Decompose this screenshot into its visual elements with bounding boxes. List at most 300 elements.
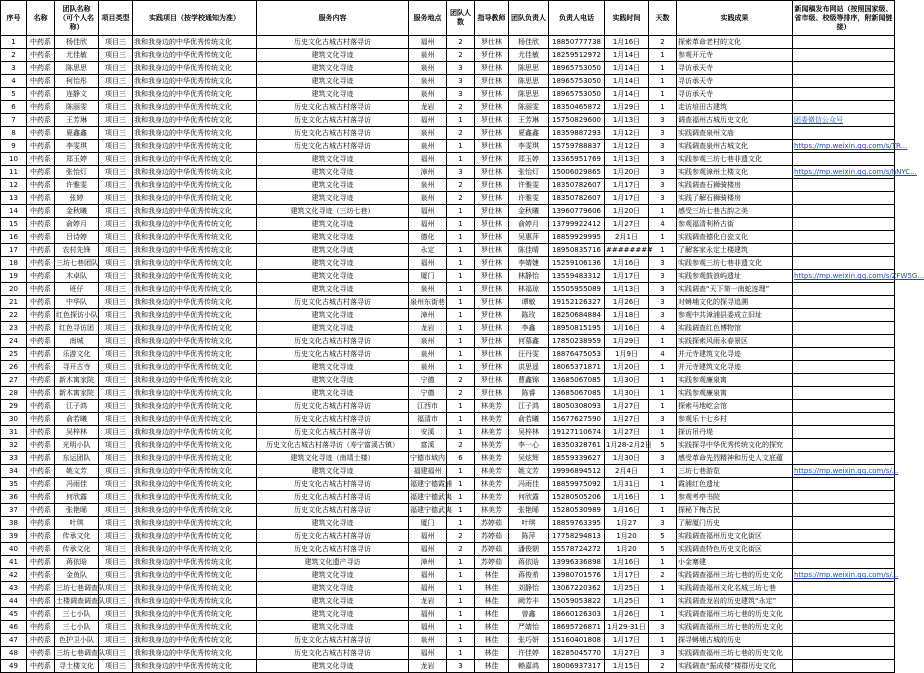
- table-cell[interactable]: 8: [1, 127, 27, 140]
- table-cell[interactable]: 中药系: [27, 387, 55, 400]
- table-cell[interactable]: 探索马地屹会馆: [677, 400, 793, 413]
- table-cell[interactable]: 俞婷月: [509, 218, 549, 231]
- table-cell[interactable]: 罗仕林: [475, 322, 509, 335]
- table-cell[interactable]: 1月16日: [605, 322, 649, 335]
- table-cell[interactable]: 18350328761: [549, 439, 605, 452]
- table-cell[interactable]: 历史文化古城古村落寻访: [257, 101, 409, 114]
- table-cell[interactable]: 44: [1, 595, 27, 608]
- table-cell[interactable]: 乐游文化: [55, 348, 99, 361]
- table-cell[interactable]: 何欣露: [55, 491, 99, 504]
- table-cell[interactable]: 实践调查福州历史文化街区: [677, 530, 793, 543]
- table-cell[interactable]: 福州: [409, 569, 447, 582]
- table-cell[interactable]: 18660126303: [549, 608, 605, 621]
- table-cell[interactable]: 1: [447, 608, 475, 621]
- table-cell[interactable]: 1月29日: [605, 335, 649, 348]
- table-cell[interactable]: 吴梓林: [509, 426, 549, 439]
- table-cell[interactable]: 3: [1, 62, 27, 75]
- table-cell[interactable]: 18250684884: [549, 309, 605, 322]
- table-cell[interactable]: 13365951769: [549, 153, 605, 166]
- table-cell[interactable]: 40: [1, 543, 27, 556]
- table-cell[interactable]: 我和我身边的中华优秀传统文化: [133, 465, 257, 478]
- table-cell[interactable]: https://mp.weixin.qq.com/s/...: [793, 465, 895, 478]
- table-cell[interactable]: 1: [649, 101, 677, 114]
- table-cell[interactable]: 木卓队: [55, 270, 99, 283]
- table-cell[interactable]: 5: [649, 439, 677, 452]
- table-cell[interactable]: 建筑文化寻迹: [257, 517, 409, 530]
- table-cell[interactable]: 罗仕林: [475, 101, 509, 114]
- table-cell[interactable]: 团委微信公众号: [793, 114, 895, 127]
- table-cell[interactable]: 红色探访小队: [55, 309, 99, 322]
- table-cell[interactable]: 13685067085: [549, 374, 605, 387]
- table-cell[interactable]: 3: [447, 62, 475, 75]
- table-cell[interactable]: 寻访承天寺: [677, 88, 793, 101]
- table-cell[interactable]: 中药系: [27, 36, 55, 49]
- table-cell[interactable]: 林美芳: [475, 400, 509, 413]
- table-cell[interactable]: 建筑文化寻迹: [257, 49, 409, 62]
- table-cell[interactable]: 泉州: [409, 62, 447, 75]
- table-cell[interactable]: 福州: [409, 114, 447, 127]
- table-cell[interactable]: 1: [447, 348, 475, 361]
- table-cell[interactable]: 班仔: [55, 283, 99, 296]
- table-cell[interactable]: 1: [447, 491, 475, 504]
- table-cell[interactable]: 19: [1, 270, 27, 283]
- column-header[interactable]: 新闻稿发布网站（按照国家级、省市级、校级等排序，附新闻链接）: [793, 1, 895, 36]
- table-cell[interactable]: 中药系: [27, 595, 55, 608]
- table-cell[interactable]: 感受革命先烈精神和历史人文底蕴: [677, 452, 793, 465]
- table-cell[interactable]: 24: [1, 335, 27, 348]
- table-cell[interactable]: 我和我身边的中华优秀传统文化: [133, 296, 257, 309]
- table-cell[interactable]: 45: [1, 608, 27, 621]
- table-cell[interactable]: 建筑文化寻迹: [257, 75, 409, 88]
- table-cell[interactable]: 建筑文化寻迹（三坊七巷）: [257, 205, 409, 218]
- column-header[interactable]: 实践成果: [677, 1, 793, 36]
- table-cell[interactable]: 何慕鑫: [509, 335, 549, 348]
- table-cell[interactable]: 17758294813: [549, 530, 605, 543]
- table-cell[interactable]: https://mp.weixin.qq.com/s/ZFW5G...: [793, 270, 895, 283]
- table-cell[interactable]: 1月27日: [605, 647, 649, 660]
- table-cell[interactable]: 实践参观漳州土楼文化: [677, 166, 793, 179]
- table-cell[interactable]: 寻访承天寺: [677, 75, 793, 88]
- table-cell[interactable]: 3: [649, 114, 677, 127]
- table-cell[interactable]: 13996336898: [549, 556, 605, 569]
- table-cell[interactable]: 1: [447, 478, 475, 491]
- table-cell[interactable]: 1月30日: [605, 452, 649, 465]
- table-cell[interactable]: 苏婷茹: [475, 517, 509, 530]
- table-cell[interactable]: 中药系: [27, 192, 55, 205]
- table-cell[interactable]: 3: [649, 517, 677, 530]
- table-cell[interactable]: 龙岩: [409, 595, 447, 608]
- table-cell[interactable]: 色护卫小队: [55, 634, 99, 647]
- table-cell[interactable]: 历史文化古城古村落寻访: [257, 504, 409, 517]
- table-cell[interactable]: 我和我身边的中华优秀传统文化: [133, 452, 257, 465]
- table-cell[interactable]: 实践调查泉州古城文化: [677, 140, 793, 153]
- table-cell[interactable]: 1: [649, 49, 677, 62]
- table-cell[interactable]: 三坊七巷调查队: [55, 647, 99, 660]
- table-cell[interactable]: 历史文化古城古村落寻访: [257, 140, 409, 153]
- table-cell[interactable]: 5: [649, 543, 677, 556]
- table-cell[interactable]: 46: [1, 621, 27, 634]
- table-cell[interactable]: 福建宁德武夷: [409, 504, 447, 517]
- table-cell[interactable]: [793, 62, 895, 75]
- column-header[interactable]: 团队人数: [447, 1, 475, 36]
- table-cell[interactable]: 夏鑫鑫: [509, 127, 549, 140]
- table-cell[interactable]: 金秋曦: [55, 205, 99, 218]
- table-cell[interactable]: 我和我身边的中华优秀传统文化: [133, 283, 257, 296]
- table-cell[interactable]: 1: [447, 335, 475, 348]
- column-header[interactable]: 实践时间: [605, 1, 649, 36]
- table-cell[interactable]: 2: [447, 374, 475, 387]
- table-cell[interactable]: 我和我身边的中华优秀传统文化: [133, 218, 257, 231]
- table-cell[interactable]: 福建宁德霞浦: [409, 478, 447, 491]
- table-cell[interactable]: 参观考亭书院: [677, 491, 793, 504]
- table-cell[interactable]: 三七小队: [55, 621, 99, 634]
- table-cell[interactable]: 项目三: [99, 88, 133, 101]
- table-cell[interactable]: 中药系: [27, 296, 55, 309]
- table-cell[interactable]: 林静怡: [509, 270, 549, 283]
- table-cell[interactable]: 吴炫辉: [509, 452, 549, 465]
- table-cell[interactable]: 我和我身边的中华优秀传统文化: [133, 88, 257, 101]
- table-cell[interactable]: 项目三: [99, 244, 133, 257]
- table-cell[interactable]: 寻土楼文化: [55, 660, 99, 673]
- table-cell[interactable]: 中药系: [27, 101, 55, 114]
- table-cell[interactable]: 叶琪: [55, 517, 99, 530]
- table-cell[interactable]: 中药系: [27, 608, 55, 621]
- table-cell[interactable]: 1月20日: [605, 205, 649, 218]
- table-cell[interactable]: 我和我身边的中华优秀传统文化: [133, 101, 257, 114]
- table-cell[interactable]: 陈思思: [509, 88, 549, 101]
- table-cell[interactable]: 18350782607: [549, 179, 605, 192]
- table-cell[interactable]: 项目三: [99, 335, 133, 348]
- table-cell[interactable]: 中药系: [27, 478, 55, 491]
- table-cell[interactable]: 我和我身边的中华优秀传统文化: [133, 114, 257, 127]
- table-cell[interactable]: 张艳晞: [509, 504, 549, 517]
- table-cell[interactable]: 实践调查泉州文庙: [677, 127, 793, 140]
- table-cell[interactable]: 13067220362: [549, 582, 605, 595]
- table-cell[interactable]: 林美芳: [475, 478, 509, 491]
- table-cell[interactable]: 1: [649, 374, 677, 387]
- table-cell[interactable]: 泉州: [409, 140, 447, 153]
- table-cell[interactable]: 小金寨建: [677, 556, 793, 569]
- table-cell[interactable]: 罗仕林: [475, 296, 509, 309]
- table-cell[interactable]: 福建宁德武夷: [409, 491, 447, 504]
- table-cell[interactable]: [793, 400, 895, 413]
- table-cell[interactable]: 宁德: [409, 374, 447, 387]
- table-cell[interactable]: 18559339627: [549, 452, 605, 465]
- table-cell[interactable]: 建筑文化寻迹: [257, 166, 409, 179]
- table-cell[interactable]: 我和我身边的中华优秀传统文化: [133, 192, 257, 205]
- table-cell[interactable]: 我和我身边的中华优秀传统文化: [133, 244, 257, 257]
- table-cell[interactable]: 15505955089: [549, 283, 605, 296]
- table-cell[interactable]: 建筑文化寻迹: [257, 465, 409, 478]
- table-cell[interactable]: 我和我身边的中华优秀传统文化: [133, 75, 257, 88]
- table-cell[interactable]: 霞浦红色遗址: [677, 478, 793, 491]
- table-cell[interactable]: 15259106136: [549, 257, 605, 270]
- table-cell[interactable]: 我和我身边的中华优秀传统文化: [133, 517, 257, 530]
- table-cell[interactable]: 49: [1, 660, 27, 673]
- table-cell[interactable]: 中药系: [27, 114, 55, 127]
- table-cell[interactable]: 了解厦门历史: [677, 517, 793, 530]
- table-cell[interactable]: 34: [1, 465, 27, 478]
- table-cell[interactable]: 吴梓林: [55, 426, 99, 439]
- table-cell[interactable]: 历史文化古城古村落寻访: [257, 335, 409, 348]
- table-cell[interactable]: 漳州: [409, 309, 447, 322]
- table-cell[interactable]: 吴惠萍: [509, 231, 549, 244]
- table-cell[interactable]: 李一心: [509, 439, 549, 452]
- table-cell[interactable]: 项目三: [99, 569, 133, 582]
- table-cell[interactable]: 3: [649, 647, 677, 660]
- table-cell[interactable]: 1月13日: [605, 114, 649, 127]
- table-cell[interactable]: 3: [649, 296, 677, 309]
- table-cell[interactable]: 2: [447, 101, 475, 114]
- table-cell[interactable]: 张怡灯: [55, 166, 99, 179]
- table-cell[interactable]: 罗仕林: [475, 36, 509, 49]
- table-cell[interactable]: 18695726871: [549, 621, 605, 634]
- table-cell[interactable]: 建筑文化寻迹: [257, 244, 409, 257]
- table-cell[interactable]: 1: [1, 36, 27, 49]
- table-cell[interactable]: 参观乐十七乡村: [677, 413, 793, 426]
- table-cell[interactable]: 37: [1, 504, 27, 517]
- table-cell[interactable]: 我和我身边的中华优秀传统文化: [133, 49, 257, 62]
- table-cell[interactable]: 林美芳: [475, 491, 509, 504]
- table-cell[interactable]: [793, 517, 895, 530]
- table-cell[interactable]: 我和我身边的中华优秀传统文化: [133, 309, 257, 322]
- table-cell[interactable]: 中药系: [27, 244, 55, 257]
- table-cell[interactable]: 1月16日: [605, 36, 649, 49]
- table-cell[interactable]: 泉州: [409, 348, 447, 361]
- table-cell[interactable]: 1: [447, 257, 475, 270]
- table-cell[interactable]: 中药系: [27, 153, 55, 166]
- table-cell[interactable]: 赖嘉鸿: [509, 660, 549, 673]
- table-cell[interactable]: 18285045770: [549, 647, 605, 660]
- table-cell[interactable]: [793, 231, 895, 244]
- table-cell[interactable]: 2: [649, 660, 677, 673]
- table-cell[interactable]: 1: [447, 322, 475, 335]
- table-cell[interactable]: 29: [1, 400, 27, 413]
- table-cell[interactable]: 35: [1, 478, 27, 491]
- table-cell[interactable]: 1: [649, 491, 677, 504]
- table-cell[interactable]: 漳州: [409, 556, 447, 569]
- table-cell[interactable]: 23: [1, 322, 27, 335]
- table-cell[interactable]: 1月29日: [605, 101, 649, 114]
- table-cell[interactable]: 13: [1, 192, 27, 205]
- table-cell[interactable]: 18350465872: [549, 101, 605, 114]
- table-cell[interactable]: 张艳晞: [55, 504, 99, 517]
- table-cell[interactable]: 传承文化: [55, 543, 99, 556]
- table-cell[interactable]: 江子鸿: [55, 400, 99, 413]
- table-cell[interactable]: 中药系: [27, 491, 55, 504]
- table-cell[interactable]: 项目三: [99, 582, 133, 595]
- table-cell[interactable]: 罗仕林: [475, 192, 509, 205]
- table-cell[interactable]: 江西市: [409, 400, 447, 413]
- table-cell[interactable]: 1: [447, 361, 475, 374]
- table-cell[interactable]: [793, 647, 895, 660]
- table-cell[interactable]: 新木寓家院: [55, 374, 99, 387]
- table-cell[interactable]: 项目三: [99, 517, 133, 530]
- table-cell[interactable]: 48: [1, 647, 27, 660]
- table-cell[interactable]: 36: [1, 491, 27, 504]
- table-cell[interactable]: 冯雨佳: [509, 478, 549, 491]
- table-cell[interactable]: 探秘下梅古民: [677, 504, 793, 517]
- table-cell[interactable]: 三坊七巷调查队: [55, 582, 99, 595]
- table-cell[interactable]: 泉州东街巷: [409, 296, 447, 309]
- table-cell[interactable]: 福州: [409, 257, 447, 270]
- table-cell[interactable]: 项目三: [99, 478, 133, 491]
- table-cell[interactable]: 项目三: [99, 75, 133, 88]
- table-cell[interactable]: 红色寻访团: [55, 322, 99, 335]
- table-cell[interactable]: 对蟳埔文化的探寻追溯: [677, 296, 793, 309]
- table-cell[interactable]: 实践调查福州文化名城三坊七巷: [677, 582, 793, 595]
- table-cell[interactable]: 探访吊丹堤: [677, 426, 793, 439]
- table-cell[interactable]: 18965753050: [549, 62, 605, 75]
- table-cell[interactable]: 泉州: [409, 88, 447, 101]
- table-cell[interactable]: 罗仕林: [475, 361, 509, 374]
- table-cell[interactable]: 安溪: [409, 426, 447, 439]
- table-cell[interactable]: 项目三: [99, 309, 133, 322]
- column-header[interactable]: 指导教师: [475, 1, 509, 36]
- table-cell[interactable]: 柯怡彤: [55, 75, 99, 88]
- table-cell[interactable]: 2月4日: [605, 465, 649, 478]
- table-cell[interactable]: 我和我身边的中华优秀传统文化: [133, 595, 257, 608]
- table-cell[interactable]: 4: [649, 348, 677, 361]
- table-cell[interactable]: 中药系: [27, 270, 55, 283]
- table-cell[interactable]: 项目三: [99, 530, 133, 543]
- table-cell[interactable]: 1月17日: [605, 179, 649, 192]
- table-cell[interactable]: 龙岩: [409, 660, 447, 673]
- table-cell[interactable]: 我和我身边的中华优秀传统文化: [133, 569, 257, 582]
- table-cell[interactable]: 历史文化古城古村落寻访: [257, 634, 409, 647]
- table-cell[interactable]: 李鑫: [509, 322, 549, 335]
- table-cell[interactable]: [793, 413, 895, 426]
- table-cell[interactable]: 罗仕林: [475, 335, 509, 348]
- table-cell[interactable]: 龙岩: [409, 101, 447, 114]
- table-cell[interactable]: 4: [649, 322, 677, 335]
- table-cell[interactable]: 2: [447, 127, 475, 140]
- table-cell[interactable]: 1: [649, 478, 677, 491]
- table-cell[interactable]: 林美芳: [475, 439, 509, 452]
- table-cell[interactable]: 中药系: [27, 465, 55, 478]
- table-cell[interactable]: 项目三: [99, 270, 133, 283]
- table-cell[interactable]: 18965753050: [549, 88, 605, 101]
- table-cell[interactable]: 中药系: [27, 647, 55, 660]
- table-cell[interactable]: 我和我身边的中华优秀传统文化: [133, 257, 257, 270]
- table-cell[interactable]: 19152126327: [549, 296, 605, 309]
- table-cell[interactable]: 陈思思: [55, 62, 99, 75]
- table-cell[interactable]: 1: [447, 647, 475, 660]
- table-cell[interactable]: 陈丽雯: [55, 101, 99, 114]
- table-cell[interactable]: 我和我身边的中华优秀传统文化: [133, 660, 257, 673]
- table-cell[interactable]: 41: [1, 556, 27, 569]
- table-cell[interactable]: 项目三: [99, 647, 133, 660]
- table-cell[interactable]: 建筑文化寻迹: [257, 88, 409, 101]
- table-cell[interactable]: 1月16日: [605, 257, 649, 270]
- table-cell[interactable]: 18050308093: [549, 400, 605, 413]
- table-cell[interactable]: [793, 491, 895, 504]
- table-cell[interactable]: 实践参观三坊七巷非遗文化: [677, 153, 793, 166]
- table-cell[interactable]: 1月13日: [605, 153, 649, 166]
- table-cell[interactable]: 中药系: [27, 75, 55, 88]
- table-cell[interactable]: 参观中共漳浦县委成立旧址: [677, 309, 793, 322]
- table-cell[interactable]: 罗仕林: [475, 244, 509, 257]
- table-cell[interactable]: 1月28-2月2日: [605, 439, 649, 452]
- table-cell[interactable]: 项目三: [99, 413, 133, 426]
- table-cell[interactable]: 冯雨佳: [55, 478, 99, 491]
- table-cell[interactable]: [793, 595, 895, 608]
- table-cell[interactable]: 15677627590: [549, 413, 605, 426]
- table-cell[interactable]: 苏婷茹: [475, 556, 509, 569]
- table-cell[interactable]: 1月12日: [605, 140, 649, 153]
- column-header[interactable]: 项目类型: [99, 1, 133, 36]
- table-cell[interactable]: 林佳: [475, 647, 509, 660]
- table-cell[interactable]: 我和我身边的中华优秀传统文化: [133, 387, 257, 400]
- table-cell[interactable]: 1: [447, 244, 475, 257]
- table-cell[interactable]: 14: [1, 205, 27, 218]
- table-cell[interactable]: 1月20: [605, 530, 649, 543]
- table-cell[interactable]: [793, 218, 895, 231]
- table-cell[interactable]: 18259512972: [549, 49, 605, 62]
- table-cell[interactable]: 中药系: [27, 140, 55, 153]
- table-cell[interactable]: https://mp.weixin.qq.com/s/TR...: [793, 140, 895, 153]
- table-cell[interactable]: [793, 205, 895, 218]
- table-cell[interactable]: 我和我身边的中华优秀传统文化: [133, 504, 257, 517]
- table-cell[interactable]: 杨佳欣: [509, 36, 549, 49]
- table-cell[interactable]: 实践参观三坊七巷非遗文化: [677, 257, 793, 270]
- table-cell[interactable]: [793, 426, 895, 439]
- table-cell[interactable]: 中药系: [27, 218, 55, 231]
- table-cell[interactable]: 并元寺建筑文化寻迹: [677, 361, 793, 374]
- table-cell[interactable]: 1月20日: [605, 361, 649, 374]
- table-cell[interactable]: 1: [649, 426, 677, 439]
- table-cell[interactable]: 18359887293: [549, 127, 605, 140]
- table-cell[interactable]: 1: [649, 62, 677, 75]
- table-cell[interactable]: 15059053822: [549, 595, 605, 608]
- table-cell[interactable]: 金秋曦: [509, 205, 549, 218]
- table-cell[interactable]: 陈玫: [509, 309, 549, 322]
- table-cell[interactable]: 罗仕林: [475, 114, 509, 127]
- table-cell[interactable]: 连静文: [55, 88, 99, 101]
- table-cell[interactable]: 建筑文化寻迹: [257, 621, 409, 634]
- table-cell[interactable]: 我和我身边的中华优秀传统文化: [133, 374, 257, 387]
- column-header[interactable]: 序号: [1, 1, 27, 36]
- table-cell[interactable]: 15: [1, 218, 27, 231]
- table-cell[interactable]: [793, 608, 895, 621]
- table-cell[interactable]: 我和我身边的中华优秀传统文化: [133, 647, 257, 660]
- table-cell[interactable]: 南城: [55, 335, 99, 348]
- table-cell[interactable]: 张巧妍: [509, 634, 549, 647]
- table-cell[interactable]: 项目三: [99, 491, 133, 504]
- table-cell[interactable]: 1: [447, 569, 475, 582]
- table-cell[interactable]: 4: [649, 218, 677, 231]
- table-cell[interactable]: 罗仕林: [475, 257, 509, 270]
- table-cell[interactable]: 谭敏: [509, 296, 549, 309]
- table-cell[interactable]: 1月9日: [605, 348, 649, 361]
- table-cell[interactable]: 建筑文化寻迹: [257, 309, 409, 322]
- table-cell[interactable]: 项目三: [99, 127, 133, 140]
- column-header[interactable]: 负责人电话: [549, 1, 605, 36]
- table-cell[interactable]: 17: [1, 244, 27, 257]
- table-cell[interactable]: 王芳琳: [55, 114, 99, 127]
- table-cell[interactable]: 1: [649, 387, 677, 400]
- table-cell[interactable]: 建筑文化寻迹: [257, 270, 409, 283]
- table-cell[interactable]: 项目三: [99, 465, 133, 478]
- table-cell[interactable]: [793, 322, 895, 335]
- table-cell[interactable]: [793, 88, 895, 101]
- table-cell[interactable]: 刘静怡: [509, 582, 549, 595]
- table-cell[interactable]: 16: [1, 231, 27, 244]
- table-cell[interactable]: 20: [1, 283, 27, 296]
- table-cell[interactable]: 福州: [409, 647, 447, 660]
- table-cell[interactable]: 林佳: [475, 582, 509, 595]
- table-cell[interactable]: 并元寺建筑文化寻迹: [677, 348, 793, 361]
